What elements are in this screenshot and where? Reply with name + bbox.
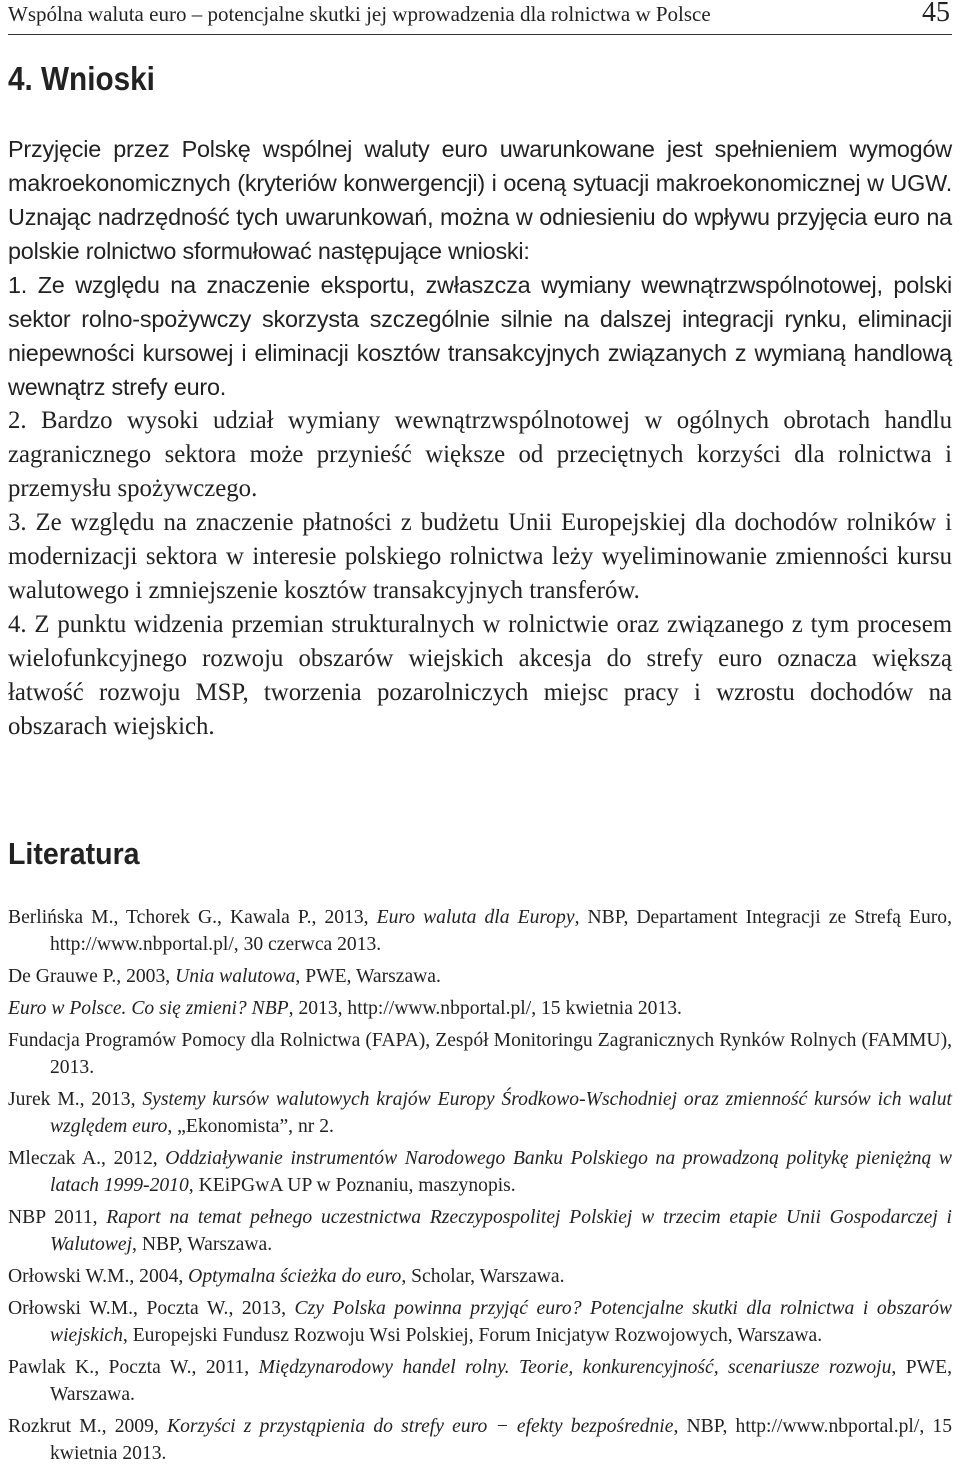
literature-heading: Literatura — [8, 836, 140, 871]
reference-item: Orłowski W.M., 2004, Optymalna ścieżka do euro, Scholar, Warszawa. — [8, 1265, 565, 1287]
reference-item: NBP 2011, Raport na temat pełnego uczestnictwa Rzeczypospolitej Polskiej w trzecim etapie Unii Gospodarczej i Walutowej, NBP, Warszawa. — [8, 1206, 952, 1256]
conclusion-2: 2. Bardzo wysoki udział wymiany wewnątrzwspólnotowej w ogólnych obrotach handlu zagranicznego sektora może przynieść większe od przeciętnych korzyści dla rolnictwa i przemysłu spożywczego. — [8, 407, 952, 502]
conclusion-4: 4. Z punktu widzenia przemian strukturalnych w rolnictwie oraz związanego z tym procesem wielofunkcyjnego rozwoju obszarów wiejskich akcesja do strefy euro oznacza większą łatwość rozwoju MSP, tworzenia pozarolniczych miejsc pracy i wzrostu dochodów na obszarach wiejskich. — [8, 611, 952, 740]
reference-item: Fundacja Programów Pomocy dla Rolnictwa (FAPA), Zespół Monitoringu Zagranicznych Rynków Rolnych (FAMMU), 2013. — [8, 1029, 952, 1078]
reference-item: Pawlak K., Poczta W., 2011, Międzynarodowy handel rolny. Teorie, konkurencyjność, scenariusze rozwoju, PWE, Warszawa. — [8, 1356, 952, 1406]
conclusion-3: 3. Ze względu na znaczenie płatności z budżetu Unii Europejskiej dla dochodów rolników i modernizacji sektora w interesie polskiego rolnictwa leży wyeliminowanie zmienności kursu walutowego i zmniejszenie kosztów transakcyjnych transferów. — [8, 509, 952, 604]
intro-paragraph: Przyjęcie przez Polskę wspólnej waluty euro uwarunkowane jest spełnieniem wymogów makroekonomicznych (kryteriów konwergencji) i oceną sytuacji makroekonomicznej w UGW. Uznając nadrzędność tych uwarunkowań, można w odniesieniu do wpływu przyjęcia euro na polskie rolnictwo sformułować następujące wnioski: — [8, 136, 952, 264]
running-header — [8, 0, 952, 35]
conclusion-1: 1. Ze względu na znaczenie eksportu, zwłaszcza wymiany wewnątrzwspólnotowej, polski sektor rolno-spożywczy skorzysta szczególnie silnie na dalszej integracji rynku, eliminacji niepewności kursowej i eliminacji kosztów transakcyjnych związanych z wymianą handlową wewnątrz strefy euro. — [8, 272, 952, 400]
reference-item: De Grauwe P., 2003, Unia walutowa, PWE, Warszawa. — [8, 966, 441, 988]
reference-item: Orłowski W.M., Poczta W., 2013, Czy Polska powinna przyjąć euro? Potencjalne skutki dla rolnictwa i obszarów wiejskich, Europejski Fundusz Rozwoju Wsi Polskiej, Forum Inicjatyw Rozwojowych, Warszawa. — [8, 1297, 952, 1347]
page-number: 45 — [922, 0, 950, 28]
reference-item: Berlińska M., Tchorek G., Kawala P., 2013, Euro waluta dla Europy, NBP, Departament Integracji ze Strefą Euro, http://www.nbportal.pl/, 30 czerwca 2013. — [8, 907, 953, 956]
running-title: Wspólna waluta euro – potencjalne skutki jej wprowadzenia dla rolnictwa w Polsce — [8, 2, 711, 26]
section-body — [8, 132, 952, 744]
reference-list — [8, 904, 952, 1472]
reference-item: Rozkrut M., 2009, Korzyści z przystąpienia do strefy euro − efekty bezpośrednie, NBP, http://www.nbportal.pl/, 15 kwietnia 2013. — [8, 1415, 953, 1465]
reference-item: Jurek M., 2013, Systemy kursów walutowych krajów Europy Środkowo-Wschodniej oraz zmienność kursów ich walut względem euro, „Ekonomista”, nr 2. — [8, 1088, 952, 1138]
reference-item: Euro w Polsce. Co się zmieni? NBP, 2013, http://www.nbportal.pl/, 15 kwietnia 2013. — [8, 997, 682, 1019]
reference-item: Mleczak A., 2012, Oddziaływanie instrumentów Narodowego Banku Polskiego na prowadzoną politykę pieniężną w latach 1999-2010, KEiPGwA UP w Poznaniu, maszynopis. — [8, 1147, 952, 1197]
section-heading: 4. Wnioski — [8, 60, 155, 97]
